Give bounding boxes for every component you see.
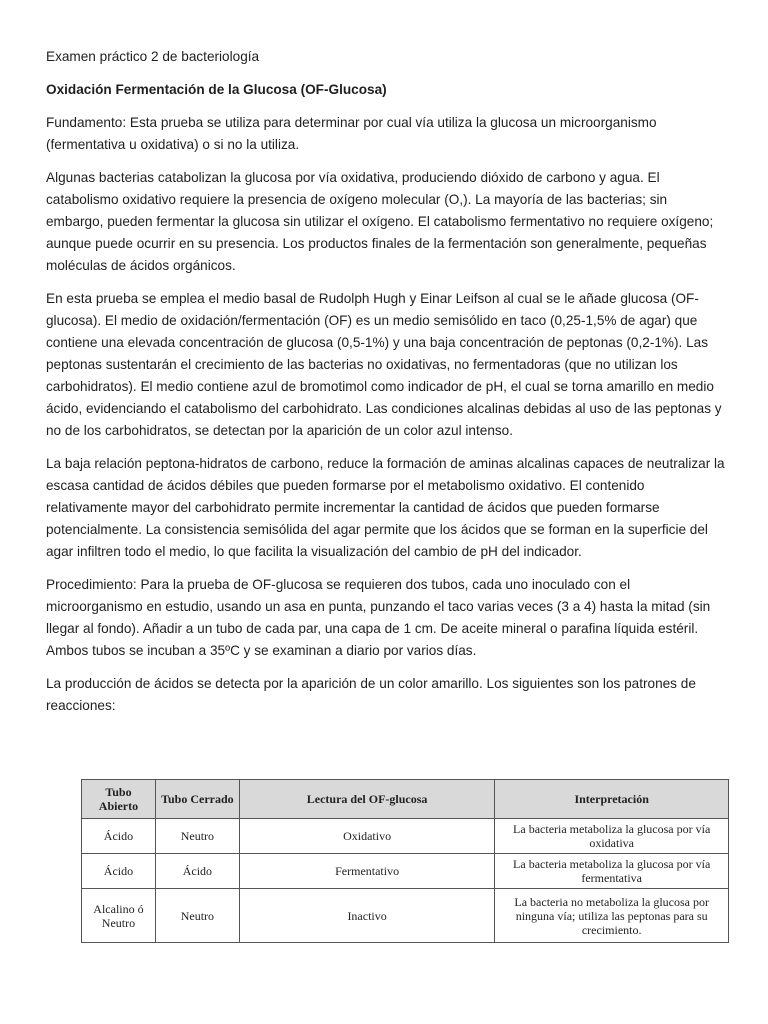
paragraph-relacion-peptona: La baja relación peptona-hidratos de carbono, reduce la formación de aminas alcalinas capaces de neutralizar la escasa cantidad de ácidos débiles que pueden formarse por el metabolismo oxidativo. El contenido relativamente mayor del carbohidrato permite incrementar la cantidad de ácidos que pueden formarse potencialmente. La consistencia semisólida del agar permite que los ácidos que se forman en la superficie del agar infiltren todo el medio, lo que facilita la visualización del cambio de pH del indicador. — [46, 456, 725, 559]
cell-lectura: Inactivo — [239, 889, 495, 943]
header-tubo-abierto: Tubo Abierto — [82, 780, 156, 819]
paragraph-medio-basal: En esta prueba se emplea el medio basal de Rudolph Hugh y Einar Leifson al cual se le añade glucosa (OF-glucosa). El medio de oxidación/fermentación (OF) es un medio semisólido en taco (0,25-1,5% de agar) que contiene una elevada concentración de glucosa (0,5-1%) y una baja concentración de peptonas (0,2-1%). Las peptonas sustentarán el crecimiento de las bacterias no oxidativas, no fermentadoras (que no utilizan los carbohidratos). El medio contiene azul de bromotimol como indicador de pH, el cual se torna amarillo en medio ácido, evidenciando el catabolismo del carbohidrato. Las condiciones alcalinas debidas al uso de las peptonas y no de los carbohidratos, se detectan por la aparición de un color azul intenso. — [46, 291, 722, 438]
table-header-row — [82, 780, 729, 819]
reaction-table-container — [81, 779, 729, 943]
table-row — [82, 819, 729, 854]
reaction-patterns-table — [81, 779, 729, 943]
table-row — [82, 889, 729, 943]
cell-tubo-cerrado: Neutro — [155, 819, 239, 854]
header-lectura: Lectura del OF-glucosa — [239, 780, 495, 819]
cell-tubo-cerrado: Ácido — [155, 854, 239, 889]
paragraph-catabolismo: Algunas bacterias catabolizan la glucosa por vía oxidativa, produciendo dióxido de carbono y agua. El catabolismo oxidativo requiere la presencia de oxígeno molecular (O,). La mayoría de las bacterias; sin embargo, pueden fermentar la glucosa sin utilizar el oxígeno. El catabolismo fermentativo no requiere oxígeno; aunque puede ocurrir en su presencia. Los productos finales de la fermentación son generalmente, pequeñas moléculas de ácidos orgánicos. — [46, 170, 714, 273]
cell-tubo-abierto: Ácido — [82, 854, 156, 889]
cell-interpretacion: La bacteria metaboliza la glucosa por vía oxidativa — [495, 819, 729, 854]
cell-interpretacion: La bacteria metaboliza la glucosa por vía fermentativa — [495, 854, 729, 889]
paragraph-produccion-acidos: La producción de ácidos se detecta por la aparición de un color amarillo. Los siguientes son los patrones de reacciones: — [46, 676, 696, 713]
cell-interpretacion: La bacteria no metaboliza la glucosa por ninguna vía; utiliza las peptonas para su crecimiento. — [495, 889, 729, 943]
section-heading: Oxidación Fermentación de la Glucosa (OF-Glucosa) — [46, 82, 387, 97]
document-title: Examen práctico 2 de bacteriología — [46, 49, 260, 64]
paragraph-fundamento: Fundamento: Esta prueba se utiliza para determinar por cual vía utiliza la glucosa un microorganismo (fermentativa u oxidativa) o si no la utiliza. — [46, 115, 657, 152]
paragraph-procedimiento: Procedimiento: Para la prueba de OF-glucosa se requieren dos tubos, cada uno inoculado con el microorganismo en estudio, usando un asa en punta, punzando el taco varias veces (3 a 4) hasta la mitad (sin llegar al fondo). Añadir a un tubo de cada par, una capa de 1 cm. De aceite mineral o parafina líquida estéril. Ambos tubos se incuban a 35ºC y se examinan a diario por varios días. — [46, 577, 711, 658]
cell-tubo-abierto: Alcalino ó Neutro — [82, 889, 156, 943]
cell-lectura: Oxidativo — [239, 819, 495, 854]
header-interpretacion: Interpretación — [495, 780, 729, 819]
cell-tubo-cerrado: Neutro — [155, 889, 239, 943]
header-tubo-cerrado: Tubo Cerrado — [155, 780, 239, 819]
document-body — [46, 46, 726, 728]
cell-lectura: Fermentativo — [239, 854, 495, 889]
cell-tubo-abierto: Ácido — [82, 819, 156, 854]
table-row — [82, 854, 729, 889]
